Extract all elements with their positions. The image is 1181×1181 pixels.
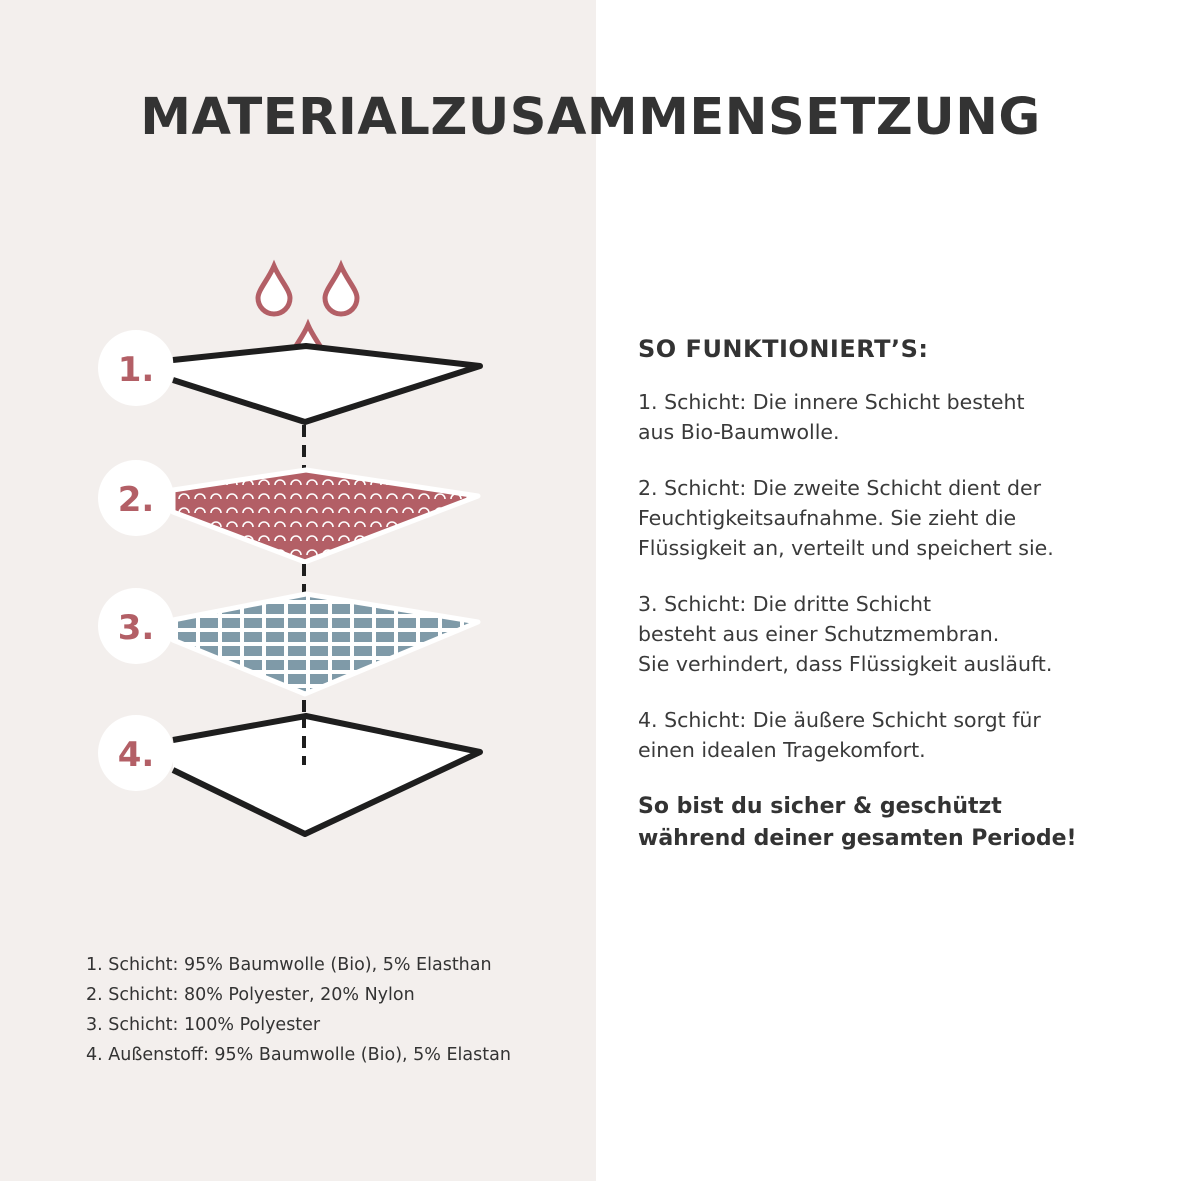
layer-illustration [0, 0, 600, 900]
composition-item: 3. Schicht: 100% Polyester [86, 1015, 321, 1035]
composition-item: 4. Außenstoff: 95% Baumwolle (Bio), 5% Elastan [86, 1045, 511, 1065]
layer-2-description: 2. Schicht: Die zweite Schicht dient der Feuchtigkeitsaufnahme. Sie zieht die Flüssigkeit an, verteilt und speichert sie. [638, 476, 1054, 560]
layer-3-number: 3. [117, 608, 155, 648]
closing-statement: So bist du sicher & geschützt während deiner gesamten Periode! [638, 794, 1077, 851]
how-it-works-heading: SO FUNKTIONIERT’S: [638, 335, 929, 363]
page-title: MATERIALZUSAMMENSETZUNG [140, 88, 1041, 147]
composition-list [86, 950, 511, 1070]
layer-3-illustration [98, 588, 478, 694]
layer-1-illustration [98, 330, 480, 422]
composition-item: 2. Schicht: 80% Polyester, 20% Nylon [86, 985, 415, 1005]
composition-item: 1. Schicht: 95% Baumwolle (Bio), 5% Elasthan [86, 955, 492, 975]
layer-4-number: 4. [117, 735, 155, 775]
layer-3-description: 3. Schicht: Die dritte Schicht besteht aus einer Schutzmembran. Sie verhindert, dass Flüssigkeit ausläuft. [638, 592, 1053, 676]
layer-4-illustration [98, 715, 480, 834]
layer-2-illustration [98, 460, 478, 562]
layer-1-number: 1. [117, 350, 155, 390]
layer-2-number: 2. [117, 480, 155, 520]
layer-4-description: 4. Schicht: Die äußere Schicht sorgt für einen idealen Tragekomfort. [638, 708, 1041, 762]
how-it-works-section [638, 335, 1158, 855]
layer-1-description: 1. Schicht: Die innere Schicht besteht aus Bio-Baumwolle. [638, 390, 1025, 444]
